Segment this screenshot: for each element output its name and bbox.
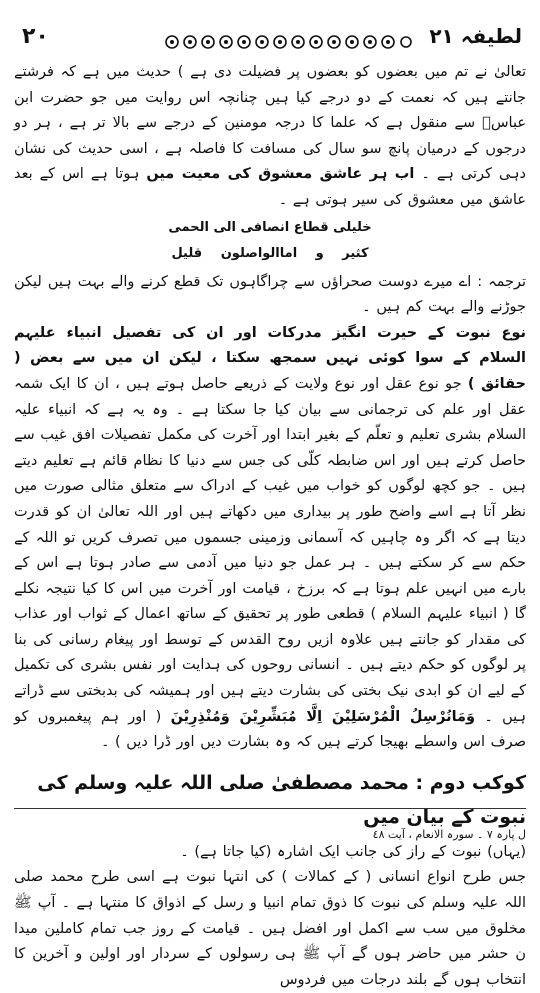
quranic-verse: وَمَانُرْسِلُ الْمُرْسَلِيْنَ اِلَّا مُبَشِّرِيْنَ وَمُنْذِرِيْنَ	[170, 708, 476, 725]
paragraph-1-tail: ہوتا ہے اس کے بعد عاشق میں معشوق کی سیر ہوتی ہے ۔	[14, 166, 526, 208]
paragraph-3: جس طرح انواع انسانی ( کے کمالات ) کی انتہا نبوت ہے اسی طرح محمد صلی اللہ علیہ وسلم کی نبوت کا ذوق تمام انبیا و رسل کے اذواق کا منتہا ہے ۔ آپ ﷺ مخلوق میں سب سے اکمل اور افضل ہیں ۔ قیامت کے روز جب تمام کاملین میدا ن حشر میں حاضر ہوں گے آپ ﷺ ہی رسولوں کے سردار اور اولین و آخرین کا انتخاب ہوں گے بلند درجات میں فردوس	[14, 869, 526, 988]
footnote: ل پارہ ٧ ۔ سورہ الانعام ، آیت ٤٨	[372, 828, 526, 841]
paragraph-1-emphasis: اب ہر عاشق معشوق کی معیت میں	[146, 166, 415, 183]
paragraph-2-text: جو نوع عقل اور نوع ولایت کے ذریعے حاصل ہوتے ہیں ، ان کا ایک شمہ عقل اور علم کی ترجمانی سے بیان کیا جا سکتا ہے ۔ وہ یہ ہے کہ انبیاء علیہ السلام بشری تعلیم و تعلّم کے بغیر ابتدا اور آخرت کی مکمل تفصیلات افق غیب سے حاصل کرتے ہیں اور اس ضابطہ کلّی کی جس سے دنیا کا نظام قائم ہے تعلیم دیتے ہیں ۔ جو کچھ لوگوں کو خواب میں غیب کے ادراک سے متعلق مثالی صورت میں نظر آتا ہے اسے واضح طور پر بیداری میں دکھاتے ہیں اور اللہ تعالیٰ ان کو قدرت دیتا ہے کہ اگر وہ چاہیں کہ آسمانی وزمینی جسموں میں تصرف کریں تو اللہ کے حکم سے کر سکتے ہیں ۔ ہر عمل جو دنیا میں آدمی سے صادر ہوتا ہے اس کے بارے میں انہیں علم ہوتا ہے کہ برزخ ، قیامت اور آخرت میں اس کا کیا نتیجہ نکلے گا ( انبیاء علیہم السلام ) قطعی طور پر تحقیق کے ساتھ اعمال کے ثواب اور عذاب کی مقدار کو جانتے ہیں علاوہ ازیں روح القدس کے توسط اور پیغام رسانی کی بنا پر لوگوں کو حکم دیتے ہیں ۔ انسانی روحوں کی ہدایت اور نفس بشری کی تکمیل کے لیے ان کو ابدی نیک بختی کی بشارت دیتے ہیں اور ہمیشہ کی بدبختی سے ڈراتے ہیں ۔	[13, 375, 527, 725]
header-ornament	[162, 32, 412, 52]
arabic-verse-line-2: كثير و اماالواصلون قليل	[171, 245, 369, 261]
footnote-divider	[14, 808, 526, 809]
translation: ترجمہ : اے میرے دوست صحراؤں سے چراگاہوں تک قطع کرنے والے بہت ہیں لیکن جوڑنے والے بہت کم ہیں ۔	[14, 273, 526, 316]
page-header	[14, 22, 526, 54]
section-intro: (یہاں) نبوت کے راز کی جانب ایک اشارہ (کیا جاتا ہے) ۔	[180, 843, 526, 860]
section-heading: کوکب دوم : محمد مصطفیٰ صلی اللہ علیہ وسلم کی نبوت کے بیان میں	[37, 771, 526, 828]
paragraph-2	[14, 321, 526, 756]
paragraph-1	[14, 60, 526, 214]
paragraph-1-text: تعالیٰ نے تم میں بعضوں کو بعضوں پر فضیلت دی ہے ) حدیث میں ہے کہ فرشتے جانتے ہیں کہ نعمت کے دو درجے کیا ہیں چنانچہ اس روایت میں جو حضرت ابن عباسؓ سے منقول ہے کہ علما کا درجہ مومنین کے درجے سے بالا تر ہے ، ہر دو درجوں کے درمیان پانچ سو سال کی مسافت کا فاصلہ ہے ، اسی حدیث کی نشان دہی کرتی ہے ۔	[14, 64, 526, 183]
page-number: ٢٠	[22, 24, 49, 49]
paragraph-2-emphasis: نوع نبوت کے حیرت انگیز مدرکات اور ان کی تفصیل انبیاء علیہم السلام کے سوا کوئی نہیں سمجھ سکتا ، لیکن ان میں سے بعض ( حقائق )	[14, 324, 526, 392]
page-content	[14, 60, 526, 993]
arabic-verse-line-1: خليلى قطاع انصافى الى الحمى	[168, 219, 372, 235]
quranic-verse-translation: ( اور ہم پیغمبروں کو صرف اس واسطے بھیجا کرتے ہیں کہ وہ بشارت دیں اور ڈرا دیں ) ۔	[14, 708, 526, 751]
chapter-title: لطیفہ ٢١	[429, 24, 522, 48]
